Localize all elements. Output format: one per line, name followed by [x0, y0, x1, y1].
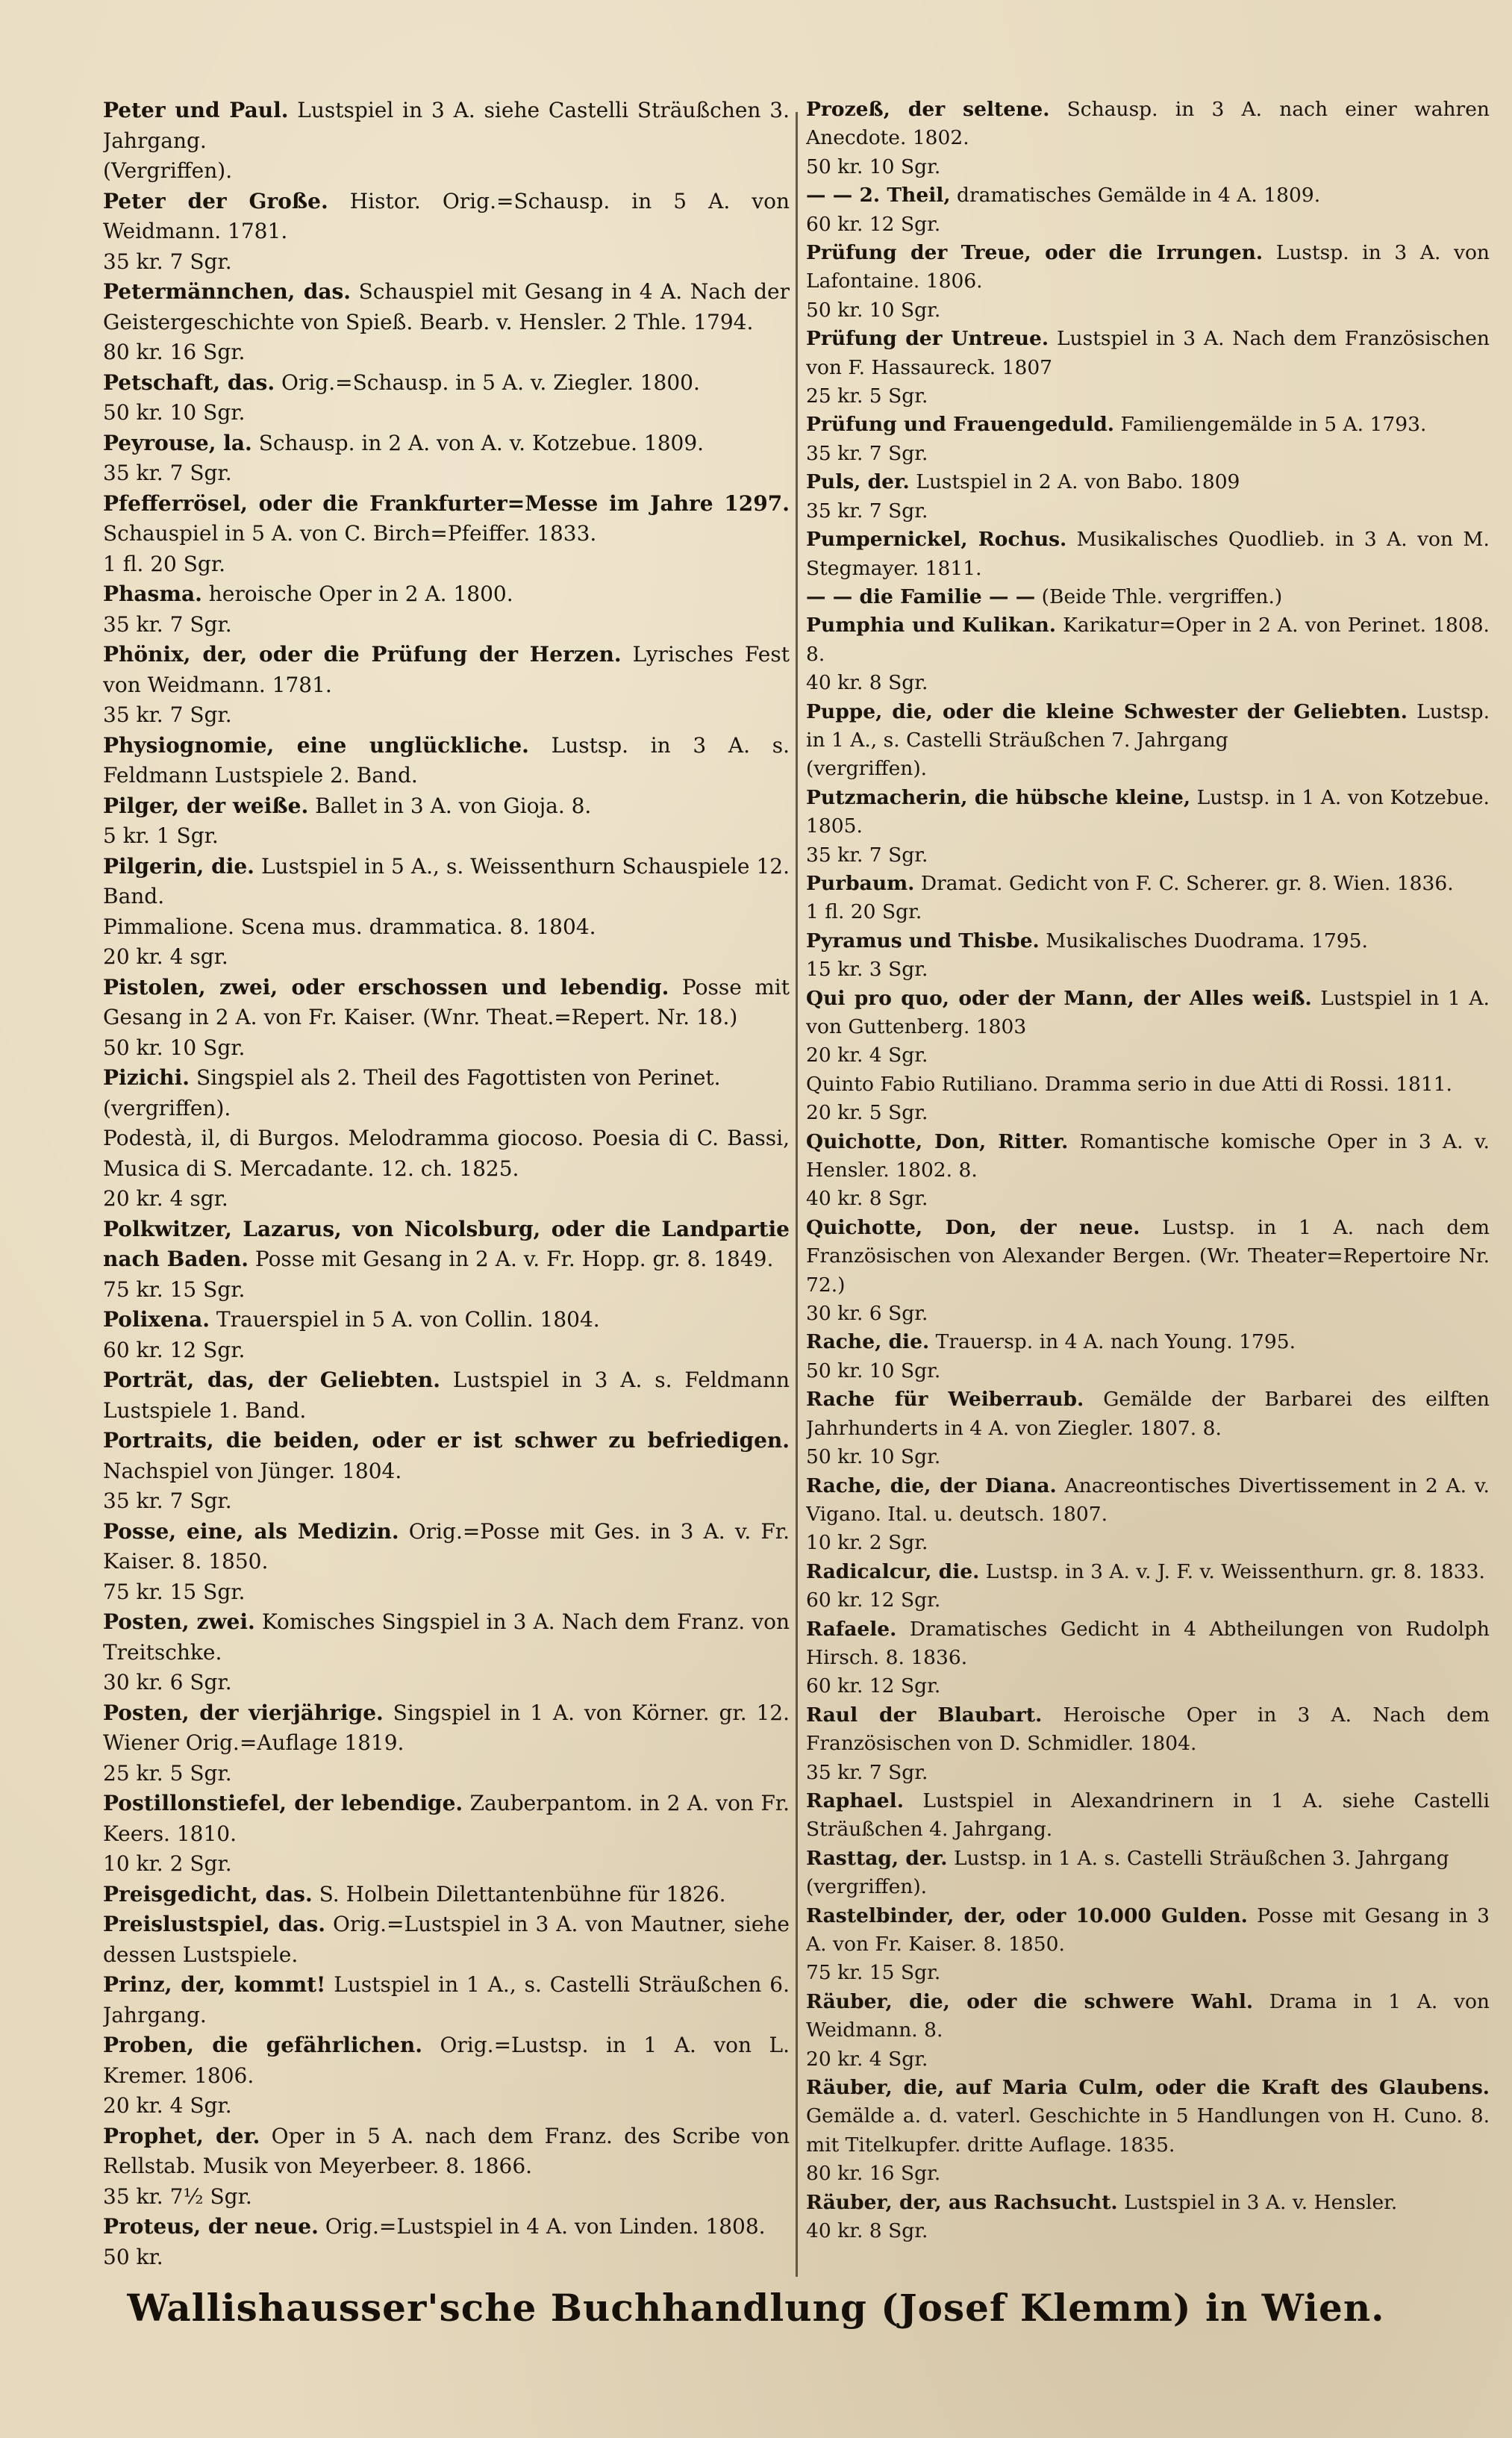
entry-body: Lustspiel in 5 A., s. Weissenthurn Schauspiele 12. Band. — [103, 853, 790, 908]
catalog-entry — [103, 1123, 790, 1215]
entry-title: Peter und Paul. — [103, 98, 289, 122]
entry-body: Gemälde der Barbarei des eilften Jahrhunderts in 4 A. von Ziegler. 1807. 8. — [806, 1388, 1490, 1440]
entry-title: Rache, die, der Diana. — [806, 1474, 1057, 1497]
entry-title: Peyrouse, la. — [103, 430, 252, 455]
entry-price: 60 kr. 12 Sgr. — [103, 1337, 246, 1362]
entry-price: 25 kr. 5 Sgr. — [103, 1760, 232, 1786]
catalog-entry — [103, 1063, 790, 1123]
entry-body: Lustsp. in 3 A. von Lafontaine. 1806. — [806, 241, 1490, 293]
catalog-entry — [806, 784, 1490, 870]
entry-body: Orig.=Lustspiel in 4 A. von Linden. 1808. — [325, 2214, 766, 2239]
catalog-entry — [103, 1880, 790, 1910]
catalog-entry — [806, 1070, 1490, 1128]
entry-body: Lustspiel in 3 A. s. Feldmann Lustspiele 1. Band. — [103, 1368, 790, 1423]
entry-price: 10 kr. 2 Sgr. — [806, 1531, 928, 1555]
entry-title: Pfefferrösel, oder die Frankfurter=Messe im Jahre 1297. — [103, 490, 790, 516]
entry-title: Prüfung der Treue, oder die Irrungen. — [806, 241, 1263, 265]
entry-body: S. Holbein Dilettantenbühne für 1826. — [319, 1881, 726, 1907]
entry-body: Lustspiel in 2 A. von Babo. 1809 — [916, 470, 1240, 494]
entry-title: Rache für Weiberraub. — [806, 1388, 1084, 1412]
entry-title: — — 2. Theil, — [806, 184, 951, 208]
catalog-entry — [806, 96, 1490, 181]
entry-body: Posse mit Gesang in 2 A. von Fr. Kaiser. (Wnr. Theat.=Repert. Nr. 18.) — [103, 974, 790, 1029]
entry-price: 60 kr. 12 Sgr. — [806, 1674, 941, 1698]
entry-body: Karikatur=Oper in 2 A. von Perinet. 1808. 8. — [806, 614, 1490, 666]
catalog-entry — [103, 912, 790, 973]
entry-price: 40 kr. 8 Sgr. — [806, 2219, 928, 2243]
catalog-entry — [103, 640, 790, 731]
entry-price: 80 kr. 16 Sgr. — [806, 2162, 941, 2186]
entry-title: Putzmacherin, die hübsche kleine, — [806, 785, 1191, 809]
catalog-entry — [103, 368, 790, 428]
catalog-entry — [806, 1988, 1490, 2074]
catalog-entry — [806, 698, 1490, 784]
catalog-entry — [103, 2212, 790, 2272]
entry-title: — — die Familie — — — [806, 584, 1036, 608]
entry-title: Puls, der. — [806, 470, 910, 494]
catalog-entry — [103, 1789, 790, 1880]
catalog-entry — [103, 731, 790, 791]
entry-title: Pilger, der weiße. — [103, 793, 309, 818]
entry-body: Zauberpantom. in 2 A. von Fr. Keers. 1810. — [103, 1791, 790, 1846]
entry-body: Orig.=Lustspiel in 3 A. von Mautner, siehe dessen Lustspiele. — [103, 1912, 790, 1967]
entry-title: Prüfung und Frauengeduld. — [806, 413, 1115, 437]
right-column — [806, 96, 1490, 2275]
entry-title: Quichotte, Don, der neue. — [806, 1215, 1140, 1239]
entry-body: Pimmalione. Scena mus. drammatica. 8. 1804. — [103, 914, 596, 939]
left-column — [103, 96, 790, 2275]
entry-title: Proben, die gefährlichen. — [103, 2033, 422, 2057]
entry-price: 35 kr. 7½ Sgr. — [103, 2183, 252, 2209]
entry-price: 20 kr. 4 sgr. — [103, 1186, 228, 1211]
entry-body: Oper in 5 A. nach dem Franz. des Scribe von Rellstab. Musik von Meyerbeer. 8. 1866. — [103, 2123, 790, 2178]
entry-title: Posten, der vierjährige. — [103, 1700, 384, 1725]
entry-title: Rasttag, der. — [806, 1846, 948, 1870]
entry-title: Postillonstiefel, der lebendige. — [103, 1791, 463, 1815]
catalog-entry — [806, 2074, 1490, 2189]
catalog-entry — [103, 489, 790, 580]
entry-price: 60 kr. 12 Sgr. — [806, 1589, 941, 1612]
entry-body: Lustspiel in 1 A., s. Castelli Sträußchen 6. Jahrgang. — [103, 1972, 790, 2027]
entry-price: 35 kr. 7 Sgr. — [103, 1488, 232, 1513]
entry-price: 60 kr. 12 Sgr. — [806, 212, 941, 236]
entry-body: Dramat. Gedicht von F. C. Scherer. gr. 8. Wien. 1836. — [920, 871, 1454, 895]
entry-body: heroische Oper in 2 A. 1800. — [208, 582, 513, 606]
entry-price: 50 kr. 10 Sgr. — [806, 155, 941, 178]
entry-body: Ballet in 3 A. von Gioja. 8. — [315, 793, 592, 818]
catalog-entry — [806, 927, 1490, 985]
entry-body: Quinto Fabio Rutiliano. Dramma serio in due Atti di Rossi. 1811. — [806, 1072, 1452, 1096]
entry-body: Komisches Singspiel in 3 A. Nach dem Franz. von Treitschke. — [103, 1609, 790, 1665]
entry-price: 50 kr. 10 Sgr. — [806, 1359, 941, 1382]
entry-price: 50 kr. 10 Sgr. — [806, 1445, 941, 1469]
catalog-entry — [103, 277, 790, 368]
catalog-entry — [806, 1845, 1490, 1902]
entry-body: Lustsp. in 3 A. v. J. F. v. Weissenthurn. gr. 8. 1833. — [985, 1559, 1485, 1583]
entry-price: 30 kr. 6 Sgr. — [103, 1670, 232, 1695]
entry-title: Posse, eine, als Medizin. — [103, 1518, 399, 1544]
entry-body: Drama in 1 A. von Weidmann. 8. — [806, 1989, 1490, 2042]
entry-title: Rafaele. — [806, 1617, 897, 1641]
catalog-entry — [806, 526, 1490, 583]
entry-body: Lustsp. in 1 A. von Kotzebue. 1805. — [806, 785, 1490, 838]
entry-body: Dramatisches Gedicht in 4 Abtheilungen von Rudolph Hirsch. 8. 1836. — [806, 1617, 1490, 1669]
entry-price: 20 kr. 4 Sgr. — [103, 2093, 232, 2118]
entry-body: Trauersp. in 4 A. nach Young. 1795. — [935, 1330, 1296, 1354]
entry-price: 20 kr. 4 Sgr. — [806, 1044, 928, 1067]
entry-price: 5 kr. 1 Sgr. — [103, 823, 219, 848]
catalog-entry — [806, 611, 1490, 697]
entry-price: 50 kr. 10 Sgr. — [103, 1035, 246, 1060]
entry-title: Physiognomie, eine unglückliche. — [103, 732, 529, 758]
entry-price: 35 kr. 7 Sgr. — [103, 461, 232, 485]
entry-price: 1 fl. 20 Sgr. — [806, 900, 922, 924]
entry-title: Porträt, das, der Geliebten. — [103, 1368, 440, 1392]
entry-body: (Beide Thle. vergriffen.) — [1041, 584, 1283, 608]
entry-body: Schausp. in 2 A. von A. v. Kotzebue. 1809. — [258, 430, 705, 455]
entry-title: Raul der Blaubart. — [806, 1703, 1043, 1727]
entry-price: 35 kr. 7 Sgr. — [806, 441, 928, 465]
catalog-entry — [103, 973, 790, 1064]
entry-title: Peter der Große. — [103, 188, 328, 213]
entry-title: Pistolen, zwei, oder erschossen und lebendig. — [103, 974, 669, 1000]
catalog-entry — [806, 1902, 1490, 1988]
catalog-entry — [103, 1517, 790, 1608]
catalog-entry — [806, 870, 1490, 927]
catalog-entry — [806, 1558, 1490, 1615]
entry-title: Purbaum. — [806, 871, 915, 895]
entry-price: 75 kr. 15 Sgr. — [806, 1961, 941, 1985]
entry-price: (Vergriffen). — [103, 158, 233, 183]
entry-price: 35 kr. 7 Sgr. — [103, 702, 232, 727]
entry-body: Singspiel in 1 A. von Körner. gr. 12. Wiener Orig.=Auflage 1819. — [103, 1700, 790, 1755]
entry-title: Pyramus und Thisbe. — [806, 929, 1040, 953]
catalog-entry — [806, 1615, 1490, 1701]
catalog-entry — [103, 1305, 790, 1365]
entry-body: Musikalisches Duodrama. 1795. — [1046, 929, 1368, 953]
entry-title: Portraits, die beiden, oder er ist schwer zu befriedigen. — [103, 1428, 790, 1453]
entry-body: Schauspiel mit Gesang in 4 A. Nach der Geistergeschichte von Spieß. Bearb. v. Hensler. 2 Thle. 1794. — [103, 279, 790, 334]
entry-body: Lyrisches Fest von Weidmann. 1781. — [103, 642, 790, 697]
entry-title: Raphael. — [806, 1789, 904, 1812]
catalog-entry — [806, 1385, 1490, 1471]
entry-body: Podestà, il, di Burgos. Melodramma giocoso. Poesia di C. Bassi, Musica di S. Mercadante. 12. ch. 1825. — [103, 1126, 790, 1181]
entry-body: Orig.=Posse mit Ges. in 3 A. v. Fr. Kaiser. 8. 1850. — [103, 1518, 790, 1574]
catalog-entry — [103, 579, 790, 640]
catalog-entry — [806, 239, 1490, 325]
catalog-entry — [103, 428, 790, 489]
entry-title: Proteus, der neue. — [103, 2214, 319, 2239]
entry-price: 20 kr. 4 Sgr. — [806, 2047, 928, 2071]
catalog-entry — [103, 1970, 790, 2030]
catalog-entry — [103, 1426, 790, 1517]
entry-body: Orig.=Lustsp. in 1 A. von L. Kremer. 1806. — [103, 2033, 790, 2088]
entry-price: 35 kr. 7 Sgr. — [806, 843, 928, 867]
entry-body: Schausp. in 3 A. nach einer wahren Anecdote. 1802. — [806, 98, 1490, 150]
entry-price: 25 kr. 5 Sgr. — [806, 384, 928, 408]
entry-title: Phasma. — [103, 582, 202, 606]
entry-price: 40 kr. 8 Sgr. — [806, 1187, 928, 1211]
catalog-entry — [103, 187, 790, 278]
entry-price: 15 kr. 3 Sgr. — [806, 958, 928, 982]
entry-title: Petschaft, das. — [103, 370, 275, 395]
entry-body: Posse mit Gesang in 3 A. von Fr. Kaiser. 8. 1850. — [806, 1904, 1490, 1956]
entry-title: Radicalcur, die. — [806, 1559, 980, 1583]
entry-title: Räuber, der, aus Rachsucht. — [806, 2190, 1118, 2214]
entry-body: Nachspiel von Jünger. 1804. — [103, 1458, 402, 1483]
entry-title: Phönix, der, oder die Prüfung der Herzen. — [103, 642, 622, 667]
entry-price: 75 kr. 15 Sgr. — [103, 1276, 246, 1302]
entry-price: 10 kr. 2 Sgr. — [103, 1851, 232, 1876]
entry-price: 40 kr. 8 Sgr. — [806, 671, 928, 695]
entry-body: Lustsp. in 1 A. nach dem Französischen von Alexander Bergen. (Wr. Theater=Repertoire Nr. 72.) — [806, 1215, 1490, 1297]
entry-price: 35 kr. 7 Sgr. — [806, 1760, 928, 1784]
entry-title: Qui pro quo, oder der Mann, der Alles weiß. — [806, 986, 1312, 1010]
entry-price: 35 kr. 7 Sgr. — [103, 611, 232, 637]
catalog-entry — [103, 1365, 790, 1426]
entry-body: Romantische komische Oper in 3 A. v. Hensler. 1802. 8. — [806, 1129, 1490, 1182]
entry-body: Heroische Oper in 3 A. Nach dem Französischen von D. Schmidler. 1804. — [806, 1703, 1490, 1756]
entry-title: Pizichi. — [103, 1065, 190, 1090]
entry-title: Pilgerin, die. — [103, 853, 254, 879]
entry-body: Lustspiel in Alexandrinern in 1 A. siehe Castelli Sträußchen 4. Jahrgang. — [806, 1789, 1490, 1842]
entry-body: Posse mit Gesang in 2 A. v. Fr. Hopp. gr. 8. 1849. — [254, 1247, 774, 1271]
entry-price: 35 kr. 7 Sgr. — [103, 249, 232, 274]
entry-body: Singspiel als 2. Theil des Fagottisten von Perinet. — [196, 1065, 721, 1090]
catalog-entry — [806, 411, 1490, 468]
entry-title: Puppe, die, oder die kleine Schwester der Geliebten. — [806, 699, 1408, 723]
catalog-entry — [806, 1472, 1490, 1558]
entry-title: Prophet, der. — [103, 2123, 260, 2148]
entry-body: Orig.=Schausp. in 5 A. v. Ziegler. 1800. — [281, 370, 700, 395]
entry-price: 1 fl. 20 Sgr. — [103, 551, 226, 576]
catalog-entry — [103, 1607, 790, 1698]
entry-price: 20 kr. 5 Sgr. — [806, 1101, 928, 1125]
catalog-entry — [103, 791, 790, 852]
entry-title: Polixena. — [103, 1307, 210, 1332]
entry-title: Posten, zwei. — [103, 1609, 255, 1634]
catalog-entry — [806, 2189, 1490, 2246]
entry-title: Petermännchen, das. — [103, 279, 352, 304]
entry-title: Prinz, der, kommt! — [103, 1972, 326, 1997]
catalog-entry — [806, 1128, 1490, 1214]
catalog-entry — [103, 96, 790, 187]
entry-body: Gemälde a. d. vaterl. Geschichte in 5 Handlungen von H. Cuno. 8. mit Titelkupfer. dritte Auflage. 1835. — [806, 2104, 1490, 2157]
catalog-entry — [103, 1215, 790, 1306]
entry-body: Familiengemälde in 5 A. 1793. — [1120, 413, 1427, 437]
entry-title: Prüfung der Untreue. — [806, 327, 1049, 351]
catalog-entry — [103, 1909, 790, 1970]
entry-title: Preisgedicht, das. — [103, 1881, 313, 1907]
catalog-entry — [806, 985, 1490, 1070]
catalog-entry — [806, 325, 1490, 411]
publisher-footer: Wallishausser'sche Buchhandlung (Josef Klemm) in Wien. — [127, 2286, 1385, 2330]
entry-title: Rache, die. — [806, 1330, 930, 1354]
entry-price: (vergriffen). — [806, 1875, 928, 1899]
catalog-entry — [103, 2121, 790, 2213]
entry-body: Lustspiel in 1 A. von Guttenberg. 1803 — [806, 986, 1490, 1038]
catalog-entry — [806, 583, 1490, 611]
entry-body: Schauspiel in 5 A. von C. Birch=Pfeiffer. 1833. — [103, 521, 597, 546]
catalog-entry — [806, 1787, 1490, 1845]
entry-body: Lustsp. in 1 A., s. Castelli Sträußchen 7. Jahrgang — [806, 699, 1490, 752]
entry-body: Lustsp. in 3 A. s. Feldmann Lustspiele 2. Band. — [103, 732, 790, 788]
entry-title: Räuber, die, oder die schwere Wahl. — [806, 1989, 1254, 2013]
entry-price: 30 kr. 6 Sgr. — [806, 1302, 928, 1326]
entry-body: Anacreontisches Divertissement in 2 A. v. Vigano. Ital. u. deutsch. 1807. — [806, 1474, 1490, 1526]
entry-price: 50 kr. 10 Sgr. — [806, 298, 941, 322]
entry-body: Lustspiel in 3 A. Nach dem Französischen von F. Hassaureck. 1807 — [806, 327, 1490, 379]
entry-price: (vergriffen). — [806, 757, 928, 781]
entry-price: (vergriffen). — [103, 1095, 231, 1120]
entry-body: Lustspiel in 3 A. v. Hensler. — [1124, 2190, 1398, 2214]
catalog-entry — [806, 1701, 1490, 1787]
entry-price: 20 kr. 4 sgr. — [103, 944, 228, 969]
entry-body: Trauerspiel in 5 A. von Collin. 1804. — [216, 1307, 600, 1332]
entry-price: 35 kr. 7 Sgr. — [806, 499, 928, 523]
catalog-entry — [103, 1698, 790, 1789]
entry-body: dramatisches Gemälde in 4 A. 1809. — [957, 184, 1321, 208]
entry-title: Polkwitzer, Lazarus, von Nicolsburg, oder die Landpartie nach Baden. — [103, 1216, 790, 1271]
entry-price: 50 kr. 10 Sgr. — [103, 400, 246, 425]
entry-price: 50 kr. — [103, 2244, 163, 2269]
entry-price: 80 kr. 16 Sgr. — [103, 340, 246, 364]
entry-title: Pumpernickel, Rochus. — [806, 528, 1067, 552]
catalog-entry — [806, 181, 1490, 239]
entry-price: 75 kr. 15 Sgr. — [103, 1579, 246, 1604]
entry-body: Lustspiel in 3 A. siehe Castelli Sträußchen 3. Jahrgang. — [103, 98, 790, 153]
entry-title: Preislustspiel, das. — [103, 1912, 325, 1936]
column-divider — [796, 112, 798, 2277]
entry-title: Rastelbinder, der, oder 10.000 Gulden. — [806, 1904, 1248, 1927]
catalog-entry — [806, 1328, 1490, 1385]
entry-title: Quichotte, Don, Ritter. — [806, 1129, 1069, 1153]
catalog-entry — [806, 1214, 1490, 1329]
entry-body: Musikalisches Quodlieb. in 3 A. von M. Stegmayer. 1811. — [806, 528, 1490, 580]
catalog-entry — [103, 2030, 790, 2121]
entry-body: Lustsp. in 1 A. s. Castelli Sträußchen 3. Jahrgang — [953, 1846, 1449, 1870]
entry-title: Räuber, die, auf Maria Culm, oder die Kraft des Glaubens. — [806, 2076, 1490, 2100]
entry-title: Prozeß, der seltene. — [806, 98, 1050, 121]
catalog-entry — [806, 468, 1490, 526]
entry-title: Pumphia und Kulikan. — [806, 614, 1056, 637]
catalog-entry — [103, 852, 790, 912]
entry-body: Histor. Orig.=Schausp. in 5 A. von Weidmann. 1781. — [103, 188, 790, 243]
